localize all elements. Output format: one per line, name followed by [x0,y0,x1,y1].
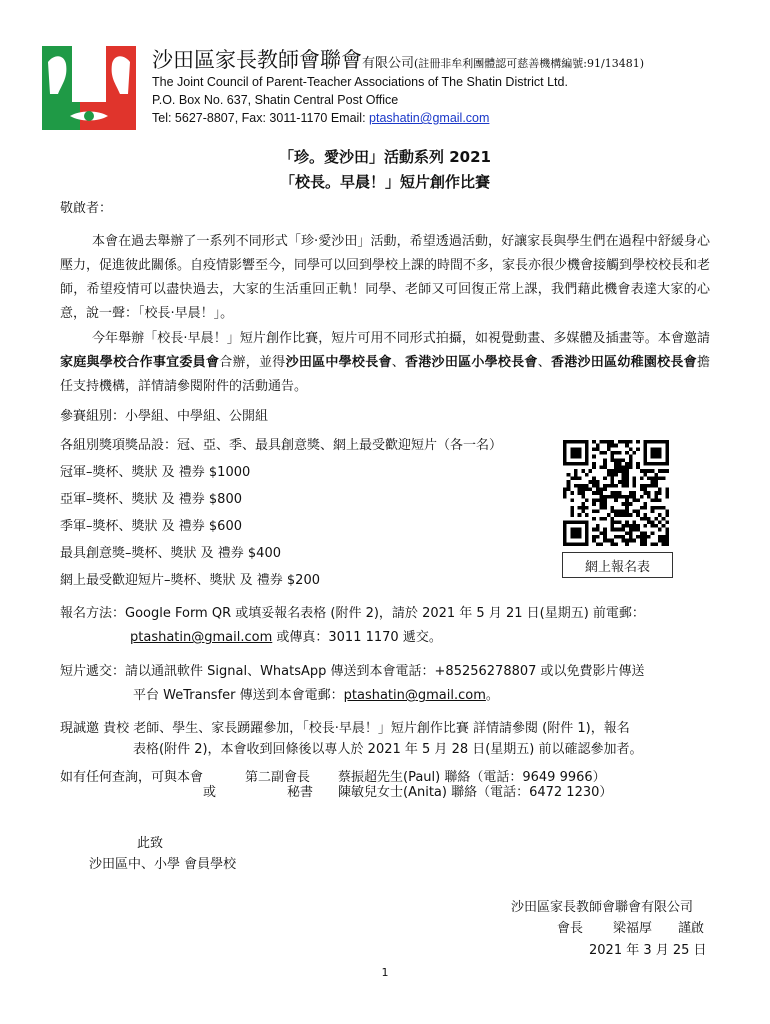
award-item: 冠軍–獎杯、獎狀 及 禮券 $1000 [60,465,251,480]
online-registration-button[interactable]: 網上報名表 [562,552,673,578]
para2-text-2: 合辦，並得 [219,355,286,370]
submission-prefix: 平台 WeTransfer 傳送到本會電郵： [133,688,344,703]
para2-sep-2: 、 [537,355,551,370]
sender-title: 會長 [557,921,584,936]
registration-line-1: 報名方法：Google Form QR 或填妥報名表格 (附件 2)，請於 2021 年 5 月 21 日(星期五) 前電郵： [60,606,645,621]
header-email-link[interactable]: ptashatin@gmail.com [369,111,490,125]
co-organizer: 家庭與學校合作事宜委員會 [60,355,220,370]
organization-logo [40,44,138,132]
sender-name: 梁福厚 [613,921,653,936]
paragraph-organizers [60,327,710,399]
submission-line-1: 短片遞交：請以通訊軟件 Signal、WhatsApp 傳送到本會電話：+85256278807 或以免費影片傳送 [60,664,645,679]
para2-text-1: 今年舉辦「校長‧早晨！」短片創作比賽，短片可用不同形式拍攝，如視覺動畫、多媒體及插畫等。本會邀請 [92,331,710,346]
enquiry-intro: 如有任何查詢，可與本會 [60,770,204,785]
registration-line-2 [130,626,442,645]
sender-sign: 謹啟 [678,921,705,936]
org-name-en: The Joint Council of Parent-Teacher Associations of The Shatin District Ltd. [152,75,568,89]
enquiry-role-1: 第二副會長 [245,770,311,785]
categories: 參賽組別：小學組、中學組、公開組 [60,409,269,424]
org-suffix: 有限公司 [362,56,415,71]
title-line-2: 「校長。早晨！」短片創作比賽 [279,173,490,191]
award-item: 網上最受歡迎短片–獎杯、獎狀 及 禮券 $200 [60,573,320,588]
invitation-line-1: 現誠邀 貴校 老師、學生、家長踴躍參加，「校長‧早晨！」短片創作比賽 詳情請參閱 (附件 1)，報名 [60,721,630,736]
enquiry-or: 或 [203,785,217,800]
submission-suffix: 。 [485,688,499,703]
supporter-primary: 香港沙田區小學校長會 [405,355,538,370]
salutation: 此致 [137,836,164,851]
para2-text-3: 擔任支持機構，詳情請參閱附件的活動通告。 [60,355,710,394]
sender-org: 沙田區家長教師會聯會有限公司 [511,900,694,915]
registration-email-link[interactable]: ptashatin@gmail.com [130,630,273,645]
title-line-1: 「珍。愛沙田」活動系列 2021 [279,148,491,166]
invitation-line-2: 表格(附件 2)，本會收到回條後以專人於 2021 年 5 月 28 日(星期五) 前以確認參加者。 [133,742,643,757]
letter-date: 2021 年 3 月 25 日 [589,943,707,958]
recipient: 沙田區中、小學 會員學校 [89,857,237,872]
award-item: 季軍–獎杯、獎狀 及 禮券 $600 [60,519,242,534]
greeting: 敬啟者： [60,201,113,216]
paragraph-intro: 本會在過去舉辦了一系列不同形式「珍‧愛沙田」活動，希望透過活動，好讓家長與學生們在過程中舒緩身心壓力，促進彼此關係。自疫情影響至今，同學可以回到學校上課的時間不多，家長亦很少機會接觸到學校校長和老師，希望疫情可以盡快過去，大家的生活重回正軌！同學、老師又可回復正常上課，我們藉此機會表達大家的心意，說一聲：「校長‧早晨！」。 [60,234,711,321]
contact-prefix: Tel: 5627-8807, Fax: 3011-1170 Email: [152,111,370,125]
supporter-kindergarten: 香港沙田區幼稚園校長會 [550,355,697,370]
submission-email-link[interactable]: ptashatin@gmail.com [343,688,486,703]
submission-line-2 [133,684,499,703]
po-box: P.O. Box No. 637, Shatin Central Post Office [152,93,399,107]
org-name-main: 沙田區家長教師會聯會 [152,48,362,72]
page-number: 1 [381,966,389,979]
enquiry-role-2: 秘書 [287,785,314,800]
registration-fax: 或傳真：3011 1170 遞交。 [272,630,442,645]
org-name-cn [152,44,644,74]
supporter-secondary: 沙田區中學校長會 [285,355,392,370]
enquiry-contact-1: 蔡振超先生(Paul) 聯絡（電話：9649 9966） [338,770,606,785]
para2-sep-1: 、 [391,355,406,370]
registration-qr-code[interactable] [563,440,669,546]
contact-line [152,111,489,125]
award-item: 亞軍–獎杯、獎狀 及 禮券 $800 [60,492,242,507]
enquiry-contact-2: 陳敏兒女士(Anita) 聯絡（電話：6472 1230） [338,785,613,800]
registration-note: (註冊非牟利團體認可慈善機構編號:91/13481) [414,57,644,70]
award-item: 最具創意獎–獎杯、獎狀 及 禮券 $400 [60,546,281,561]
awards-intro: 各組別獎項獎品設：冠、亞、季、最具創意獎、網上最受歡迎短片（各一名） [60,438,503,453]
